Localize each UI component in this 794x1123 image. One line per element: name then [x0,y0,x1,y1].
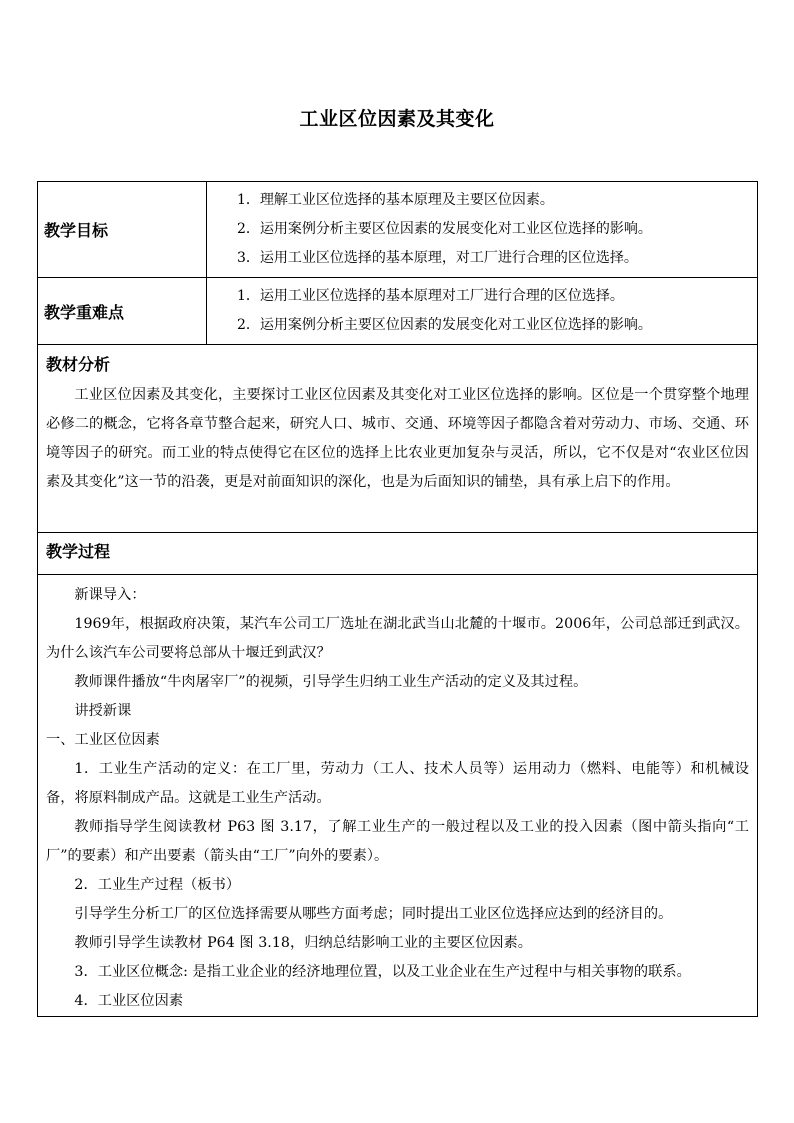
objectives-row [38,182,758,278]
process-paragraph: 教师引导学生读教材 P64 图 3.18，归纳总结影响工业的主要区位因素。 [74,935,533,951]
process-body [46,581,749,1016]
analysis-cell [38,345,758,533]
objectives-label: 教学目标 [38,182,207,278]
lesson-plan-table [37,181,758,1017]
key-point-item: 2．运用案例分析主要区位因素的发展变化对工业区位选择的影响。 [237,317,652,333]
process-paragraph: 讲授新课 [74,703,132,719]
process-paragraph: 1969年，根据政府决策，某汽车公司工厂选址在湖北武当山北麓的十堰市。2006年，公司总部迁到武汉。为什么该汽车公司要将总部从十堰迁到武汉？ [46,616,749,661]
process-cell [38,575,758,1017]
page-title: 工业区位因素及其变化 [299,108,495,130]
process-paragraph: 新课导入： [74,587,146,603]
key-points-list [207,278,758,345]
process-paragraph: 4．工业区位因素 [74,993,184,1009]
objective-item: 3．运用工业区位选择的基本原理，对工厂进行合理的区位选择。 [237,250,638,266]
process-paragraph: 2．工业生产过程（板书） [74,877,241,893]
key-points-row [38,278,758,345]
process-paragraph: 引导学生分析工厂的区位选择需要从哪些方面考虑；同时提出工业区位选择应达到的经济目的。 [74,906,673,922]
process-paragraph: 教师课件播放“牛肉屠宰厂”的视频，引导学生归纳工业生产活动的定义及其过程。 [74,674,588,690]
objective-item: 2．运用案例分析主要区位因素的发展变化对工业区位选择的影响。 [237,221,652,237]
key-point-item: 1．运用工业区位选择的基本原理对工厂进行合理的区位选择。 [237,288,624,304]
analysis-text: 工业区位因素及其变化，主要探讨工业区位因素及其变化对工业区位选择的影响。区位是一个贯穿整个地理必修二的概念，它将各章节整合起来，研究人口、城市、交通、环境等因子都隐含着对劳动力、市场、交通、环境等因子的研究。而工业的特点使得它在区位的选择上比农业更加复杂与灵活，所以，它不仅是对“农业区位因素及其变化”这一节的沿袭，更是对前面知识的深化，也是为后面知识的铺垫，具有承上启下的作用。 [46,387,749,490]
objectives-list [207,182,758,278]
process-heading-row [38,533,758,575]
process-paragraph: 一、工业区位因素 [46,732,160,748]
process-paragraph: 1．工业生产活动的定义：在工厂里，劳动力（工人、技术人员等）运用动力（燃料、电能等）和机械设备，将原料制成产品。这就是工业生产活动。 [46,761,749,806]
process-row [38,575,758,1017]
process-heading-cell [38,533,758,575]
process-heading: 教学过程 [46,541,111,561]
process-paragraph: 教师指导学生阅读教材 P63 图 3.17，了解工业生产的一般过程以及工业的投入因素（图中箭头指向“工厂”的要素）和产出要素（箭头由“工厂”向外的要素）。 [46,819,749,864]
key-points-label: 教学重难点 [38,278,207,345]
analysis-heading: 教材分析 [46,355,111,374]
analysis-row [38,345,758,533]
objective-item: 1．理解工业区位选择的基本原理及主要区位因素。 [237,192,554,208]
process-paragraph: 3．工业区位概念: 是指工业企业的经济地理位置，以及工业企业在生产过程中与相关事物的联系。 [74,964,691,980]
